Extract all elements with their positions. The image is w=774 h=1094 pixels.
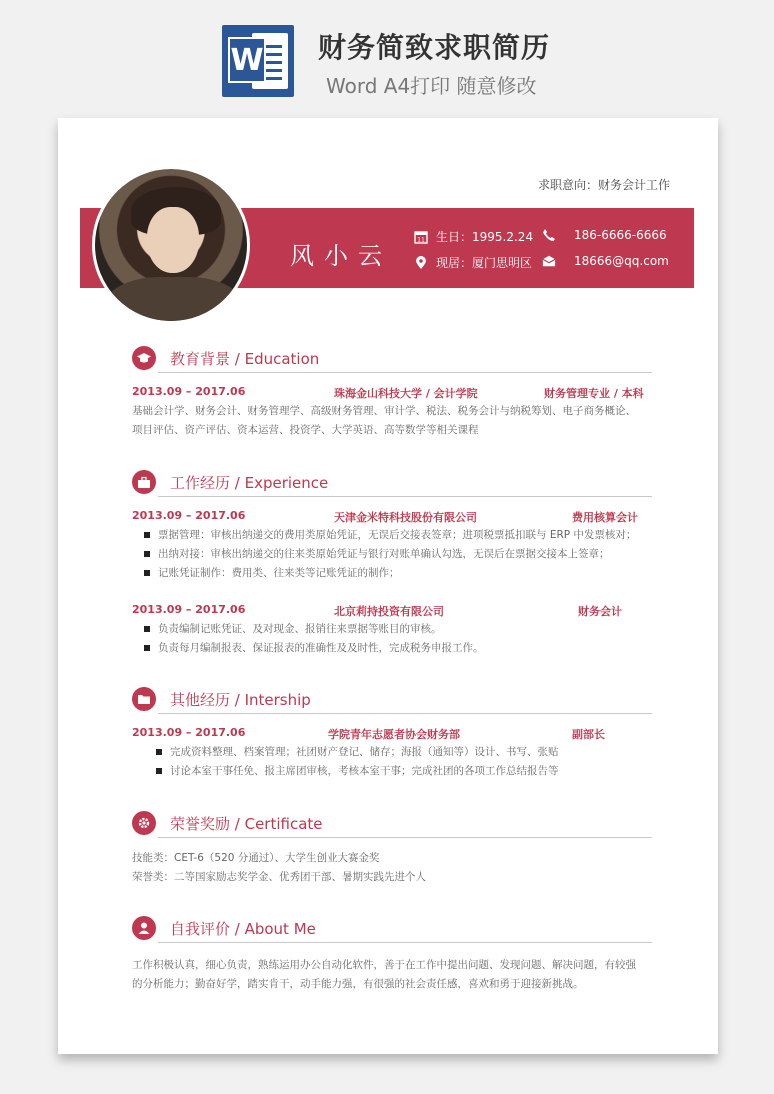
about-title: 自我评价 / About Me	[170, 920, 316, 938]
top-banner	[0, 0, 774, 112]
certificate-section	[132, 811, 652, 887]
experience-section	[132, 470, 652, 658]
list-item: 记账凭证制作：费用类、往来类等记账凭证的制作；	[132, 564, 652, 583]
education-school: 珠海金山科技大学 / 会计学院	[334, 387, 478, 400]
svg-text:11: 11	[417, 236, 425, 243]
calendar-icon	[414, 230, 428, 244]
education-section	[132, 346, 652, 440]
banner-subtitle: Word A4打印 随意修改	[326, 74, 537, 98]
certificate-honors: 荣誉类：二等国家励志奖学金、优秀团干部、暑期实践先进个人	[132, 871, 426, 883]
other-duties	[132, 743, 652, 781]
location-icon	[414, 256, 428, 270]
graduation-cap-icon	[132, 346, 156, 370]
profile-photo	[92, 166, 250, 324]
resume-page	[58, 118, 718, 1054]
other-experience-section	[132, 687, 652, 781]
other-period: 2013.09 – 2017.06	[132, 726, 246, 739]
job1-period: 2013.09 – 2017.06	[132, 509, 246, 522]
address-info: 现居：厦门思明区	[414, 254, 532, 271]
certificate-skills: 技能类：CET-6（520 分通过）、大学生创业大赛金奖	[132, 852, 380, 864]
job1-company: 天津金米特科技股份有限公司	[334, 511, 477, 524]
birthday-info: 11 生日：1995.2.24	[414, 228, 533, 245]
experience-title: 工作经历 / Experience	[170, 474, 329, 492]
list-item: 完成资料整理、档案管理；社团财产登记、储存；海报（通知等）设计、书写、张贴	[144, 743, 652, 762]
about-text: 工作积极认真，细心负责，熟练运用办公自动化软件，善于在工作中提出问题、发现问题、解决问题，有较强 的分析能力；勤奋好学，踏实肯干，动手能力强，有很强的社会责任感，喜欢和勇于迎接新挑战。	[132, 959, 636, 990]
job2-duties	[132, 620, 652, 658]
other-org: 学院青年志愿者协会财务部	[328, 728, 460, 741]
word-logo-icon: W	[222, 25, 294, 97]
phone-icon	[542, 228, 556, 242]
job2-period: 2013.09 – 2017.06	[132, 603, 246, 616]
applicant-name: 风小云	[290, 242, 392, 270]
education-major: 财务管理专业 / 本科	[544, 387, 644, 400]
folder-icon	[132, 687, 156, 711]
job2-company: 北京莉持投资有限公司	[334, 605, 444, 618]
list-item: 出纳对接：审核出纳递交的往来类原始凭证与银行对账单确认勾选，无误后在票据交接本上签章；	[132, 545, 652, 564]
phone-info: 186-6666-6666	[542, 228, 667, 242]
education-period: 2013.09 – 2017.06	[132, 385, 246, 398]
education-title: 教育背景 / Education	[170, 350, 320, 368]
user-icon	[132, 916, 156, 940]
email-info: 18666@qq.com	[542, 254, 669, 268]
other-role: 副部长	[572, 728, 605, 741]
list-item: 负责编制记账凭证、及对现金、报销往来票据等账目的审核。	[132, 620, 652, 639]
banner-title: 财务简致求职简历	[318, 31, 551, 64]
other-title: 其他经历 / Intership	[170, 691, 311, 709]
gear-icon	[132, 811, 156, 835]
briefcase-icon	[132, 470, 156, 494]
job1-duties	[132, 526, 652, 583]
list-item: 负责每月编制报表、保证报表的准确性及及时性，完成税务申报工作。	[132, 639, 652, 658]
list-item: 讨论本室干事任免、报主席团审核，考核本室干事；完成社团的各项工作总结报告等	[144, 762, 652, 781]
certificate-title: 荣誉奖励 / Certificate	[170, 815, 323, 833]
education-courses: 基础会计学、财务会计、财务管理学、高级财务管理、审计学、税法、税务会计与纳税筹划、电子商务概论、 项目评估、资产评估、资本运营、投资学、大学英语、高等数学等相关课程	[132, 405, 636, 436]
list-item: 票据管理：审核出纳递交的费用类原始凭证，无误后交接表签章；进项税票抵扣联与 ERP 中发票核对；	[132, 526, 652, 545]
job-intent: 求职意向：财务会计工作	[537, 178, 670, 192]
about-section	[132, 916, 652, 994]
job1-role: 费用核算会计	[572, 511, 638, 524]
job2-role: 财务会计	[578, 605, 622, 618]
mail-icon	[542, 254, 556, 268]
